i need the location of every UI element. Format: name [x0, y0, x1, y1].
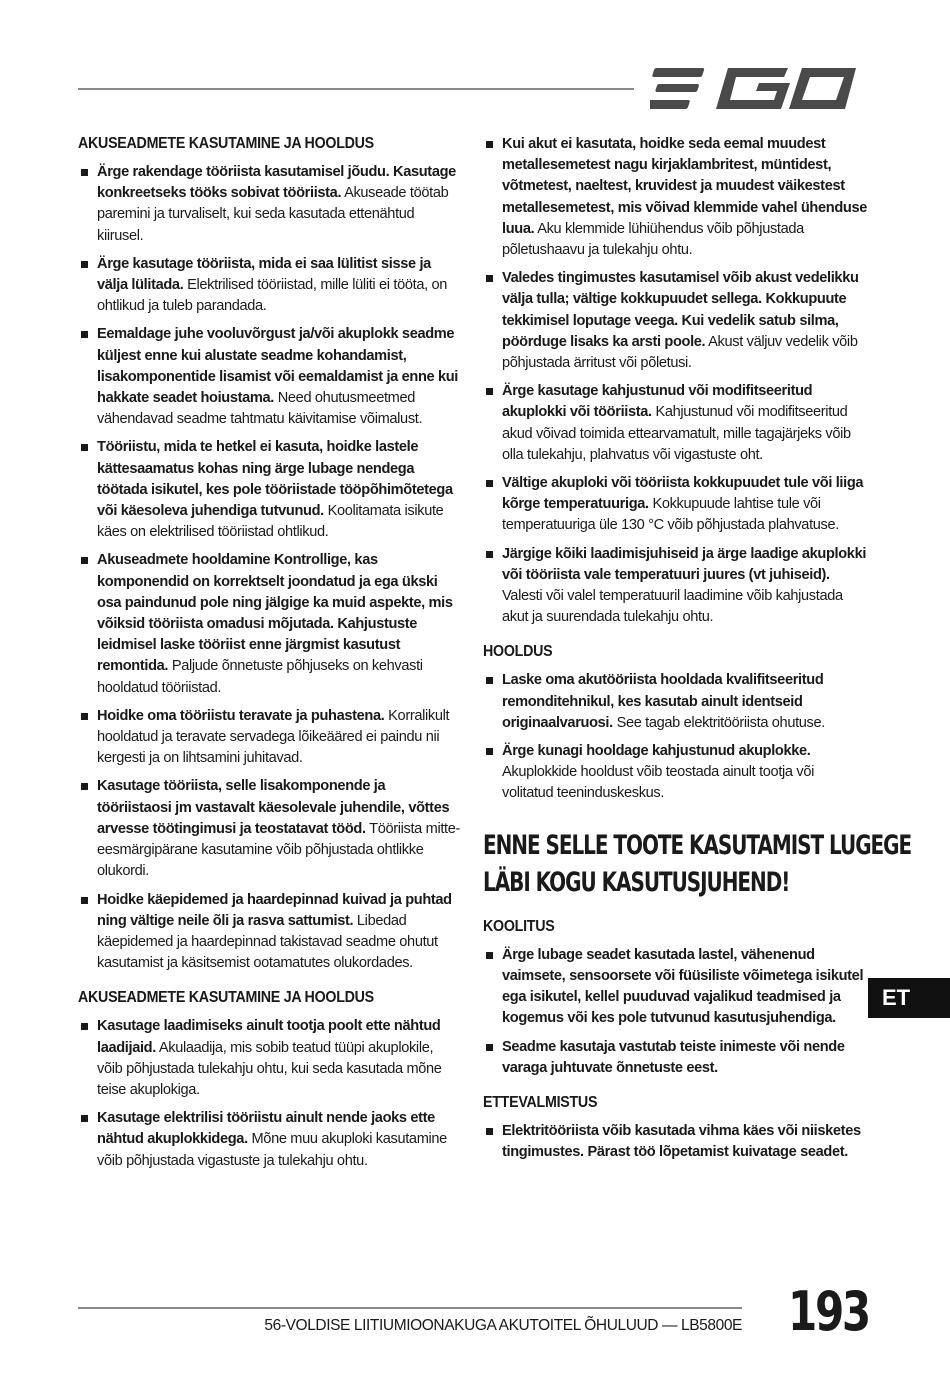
- list-item: Laske oma akutööriista hooldada kvalifitseeritud remonditehnikul, kes kasutab ainult identseid originaalvaruosi. See tagab elektritööriista ohutuse.: [483, 670, 867, 734]
- list-item: Ärge kasutage kahjustunud või modifitseeritud akuplokki või tööriista. Kahjustunud või modifitseeritud akud võivad toimida ettearvamatult, mille tagajärjeks võib olla tulekahju, plahvatus või vigastuste oht.: [483, 381, 867, 466]
- list-item: Järgige kõiki laadimisjuhiseid ja ärge laadige akuplokki või tööriista vale temperatuuri juures (vt juhiseid). Valesti või valel temperatuuril laadimine võib kahjustada akut ja suurendada tulekahju ohtu.: [483, 544, 867, 629]
- bullet-icon: [486, 551, 493, 558]
- bullet-icon: [81, 1115, 88, 1122]
- list-item: Elektritööriista võib kasutada vihma käes või niisketes tingimustes. Pärast töö lõpetamist kuivatage seadet.: [483, 1121, 867, 1163]
- ego-logo: [650, 64, 862, 112]
- list-item: Hoidke oma tööriistu teravate ja puhastena. Korralikult hooldatud ja teravate servadega lõikeääred ei paindu nii kergesti ja on lihtsamini juhitavad.: [78, 706, 462, 770]
- section-title-koolitus: KOOLITUS: [483, 917, 555, 935]
- language-tab: ET: [868, 978, 950, 1018]
- list-item: Eemaldage juhe vooluvõrgust ja/või akuplokk seadme küljest enne kui alustate seadme kohandamist, lisakomponentide lisamist või eemaldamist ja enne kui hakkate seadet hoiustama. Need ohutusmeetmed vähendavad seadme tahtmatu käivitamise võimalust.: [78, 324, 462, 430]
- list-item: Vältige akuploki või tööriista kokkupuudet tule või liiga kõrge temperatuuriga. Kokkupuude lahtise tule või temperatuuriga üle 130 °C võib põhjustada plahvatuse.: [483, 473, 867, 537]
- hooldus-list: [483, 670, 867, 804]
- section-title-hooldus: HOOLDUS: [483, 643, 553, 661]
- warning-heading-line-1: ENNE SELLE TOOTE KASUTAMIST LUGEGE: [483, 829, 912, 861]
- list-item: Akuseadmete hooldamine Kontrollige, kas komponendid on korrektselt joondatud ja ega ükski osa paindunud pole ning jälgige ka muid aspekte, mis võiksid tööriista omadusi mõjutada. Kahjustuste leidmisel laske tööriist enne järgmist kasutust remontida. Paljude õnnetuste põhjuseks on kehvasti hooldatud tööriistad.: [78, 550, 462, 698]
- bullet-icon: [486, 141, 493, 148]
- battery-list: [483, 134, 867, 628]
- footer-rule: [78, 1307, 742, 1309]
- bullet-icon: [81, 897, 88, 904]
- footer-product-title: 56-VOLDISE LIITIUMIOONAKUGA AKUTOITEL ÕHULUUD — LB5800E: [264, 1317, 742, 1334]
- warning-heading: [483, 827, 912, 901]
- list-item: Seadme kasutaja vastutab teiste inimeste või nende varaga juhtuvate õnnetuste eest.: [483, 1037, 867, 1079]
- ettevalmistus-list: [483, 1121, 867, 1163]
- bullet-icon: [486, 748, 493, 755]
- bullet-icon: [81, 1023, 88, 1030]
- bullet-icon: [486, 1044, 493, 1051]
- bullet-icon: [81, 331, 88, 338]
- list-item: Kui akut ei kasutata, hoidke seda eemal muudest metallesemetest nagu kirjaklambritest, müntidest, võtmetest, naeltest, kruvidest ja muudest väikestest metallesemetest, mis võivad klemmide vahel ühenduse luua. Aku klemmide lühiühendus võib põhjustada põletushaavu ja tulekahju ohtu.: [483, 134, 867, 261]
- bullet-icon: [486, 388, 493, 395]
- bullet-icon: [81, 783, 88, 790]
- bullet-icon: [486, 1128, 493, 1135]
- bullet-icon: [486, 677, 493, 684]
- list-item: Tööriistu, mida te hetkel ei kasuta, hoidke lastele kättesaamatus kohas ning ärge lubage nendega töötada isikutel, kes pole tööriistade tööpõhimõtetega või käesoleva juhendiga tutvunud. Koolitamata isikute käes on elektrilised tööriistad ohtlikud.: [78, 437, 462, 543]
- section-title-usage: AKUSEADMETE KASUTAMINE JA HOOLDUS: [78, 135, 374, 152]
- bullet-icon: [81, 169, 88, 176]
- section-title-ettevalmistus: ETTEVALMISTUS: [483, 1093, 598, 1111]
- header-rule: [78, 88, 634, 90]
- list-item: Kasutage elektrilisi tööriistu ainult nende jaoks ette nähtud akuplokkidega. Mõne muu akuploki kasutamine võib põhjustada vigastuste ja tulekahju ohtu.: [78, 1108, 462, 1172]
- list-item: Ärge kunagi hooldage kahjustunud akuplokke. Akuplokkide hooldust võib teostada ainult tootja või volitatud teeninduskeskus.: [483, 741, 867, 805]
- right-column: [483, 134, 912, 1170]
- charging-list: [78, 1016, 462, 1171]
- list-item: Ärge rakendage tööriista kasutamisel jõudu. Kasutage konkreetseks tööks sobivat tööriista. Akuseade töötab paremini ja turvaliselt, kui seda kasutada ettenähtud kiirusel.: [78, 162, 462, 247]
- warning-heading-line-2: LÄBI KOGU KASUTUSJUHEND!: [483, 866, 790, 898]
- list-item: Kasutage tööriista, selle lisakomponende ja tööriistaosi jm vastavalt käesolevale juhendile, võttes arvesse töötingimusi ja teostatavat tööd. Tööriista mitte-eesmärgipärane kasutamine võib põhjustada ohtlikke olukordi.: [78, 776, 462, 882]
- page-number: 193: [788, 1280, 869, 1343]
- section-title-usage-2: AKUSEADMETE KASUTAMINE JA HOOLDUS: [78, 989, 374, 1007]
- bullet-icon: [486, 952, 493, 959]
- bullet-icon: [486, 275, 493, 282]
- bullet-icon: [486, 480, 493, 487]
- list-item: Hoidke käepidemed ja haardepinnad kuivad ja puhtad ning vältige neile õli ja rasva sattumist. Libedad käepidemed ja haardepinnad takistavad seadme ohutut kasutamist ja käsitsemist ootamatutes olukordades.: [78, 890, 462, 975]
- bullet-icon: [81, 557, 88, 564]
- list-item: Ärge kasutage tööriista, mida ei saa lülitist sisse ja välja lülitada. Elektrilised tööriistad, mille lüliti ei tööta, on ohtlikud ja tuleb parandada.: [78, 254, 462, 318]
- bullet-icon: [81, 444, 88, 451]
- bullet-icon: [81, 713, 88, 720]
- usage-list: [78, 162, 462, 974]
- koolitus-list: [483, 945, 867, 1079]
- left-column: [78, 134, 462, 1179]
- list-item: Valedes tingimustes kasutamisel võib akust vedelikku välja tulla; vältige kokkupuudet sellega. Kokkupuute tekkimisel loputage veega. Kui vedelik satub silma, pöörduge lisaks ka arsti poole. Akust väljuv vedelik võib põhjustada ärritust või põletusi.: [483, 268, 867, 374]
- bullet-icon: [81, 261, 88, 268]
- list-item: Kasutage laadimiseks ainult tootja poolt ette nähtud laadijaid. Akulaadija, mis sobib teatud tüüpi akuplokile, võib põhjustada tulekahju ohtu, kui seda kasutada mõne teise akuplokiga.: [78, 1016, 462, 1101]
- list-item: Ärge lubage seadet kasutada lastel, vähenenud vaimsete, sensoorsete või füüsiliste võimetega isikutel ega isikutel, kellel puuduvad vajalikud teadmised ja kogemus või kes pole tutvunud kasutusjuhendiga.: [483, 945, 867, 1030]
